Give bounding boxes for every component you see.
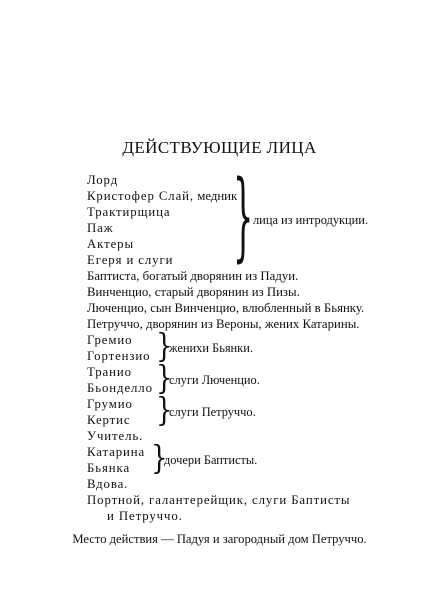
character-players: Актеры — [87, 237, 134, 251]
character-sly-line — [87, 188, 237, 204]
character-page: Паж — [87, 221, 114, 235]
character-vincentio: Винченцио, старый дворянин из Пизы. — [87, 285, 300, 299]
character-grumio: Грумио — [87, 397, 133, 411]
daughters-note: дочери Баптисты. — [164, 453, 258, 467]
character-sly-trade: медник — [197, 189, 238, 203]
lucentio-servants-brace: } — [156, 359, 173, 397]
character-tranio: Транио — [87, 365, 132, 379]
character-lucentio: Люченцио, сын Винченцио, влюбленный в Бьянку. — [87, 301, 365, 315]
character-huntsmen: Егеря и слуги — [87, 253, 174, 267]
character-tailor-haberdasher: Портной, галантерейщик, слуги Баптисты — [87, 493, 351, 507]
character-biondello: Бьонделло — [87, 381, 153, 395]
character-gremio: Гремио — [87, 333, 133, 347]
setting-note: Место действия — Падуя и загородный дом Петруччо. — [72, 532, 367, 546]
page-title: ДЕЙСТВУЮЩИЕ ЛИЦА — [122, 138, 317, 157]
character-tailor-haberdasher-cont: и Петруччо. — [107, 509, 183, 523]
induction-brace: } — [233, 159, 254, 273]
character-widow: Вдова. — [87, 477, 129, 491]
character-curtis: Кертис — [87, 413, 131, 427]
daughters-brace: } — [151, 439, 168, 477]
suitors-note: женихи Бьянки. — [169, 341, 253, 355]
character-pedant: Учитель. — [87, 429, 144, 443]
character-petruchio: Петруччо, дворянин из Вероны, жених Катарины. — [87, 317, 360, 331]
petruchio-servants-note: слуги Петруччо. — [169, 405, 256, 419]
petruchio-servants-brace: } — [156, 391, 173, 429]
character-sly: Кристофер Слай, — [87, 189, 195, 203]
character-bianca: Бьянка — [87, 461, 131, 475]
character-lord: Лорд — [87, 173, 119, 187]
character-katharina: Катарина — [87, 445, 146, 459]
character-baptista: Баптиста, богатый дворянин из Падуи. — [87, 269, 299, 283]
character-hostess: Трактирщица — [87, 205, 171, 219]
lucentio-servants-note: слуги Люченцио. — [169, 373, 260, 387]
induction-note: лица из интродукции. — [253, 213, 369, 227]
character-hortensio: Гортензио — [87, 349, 151, 363]
suitors-brace: } — [156, 327, 173, 365]
